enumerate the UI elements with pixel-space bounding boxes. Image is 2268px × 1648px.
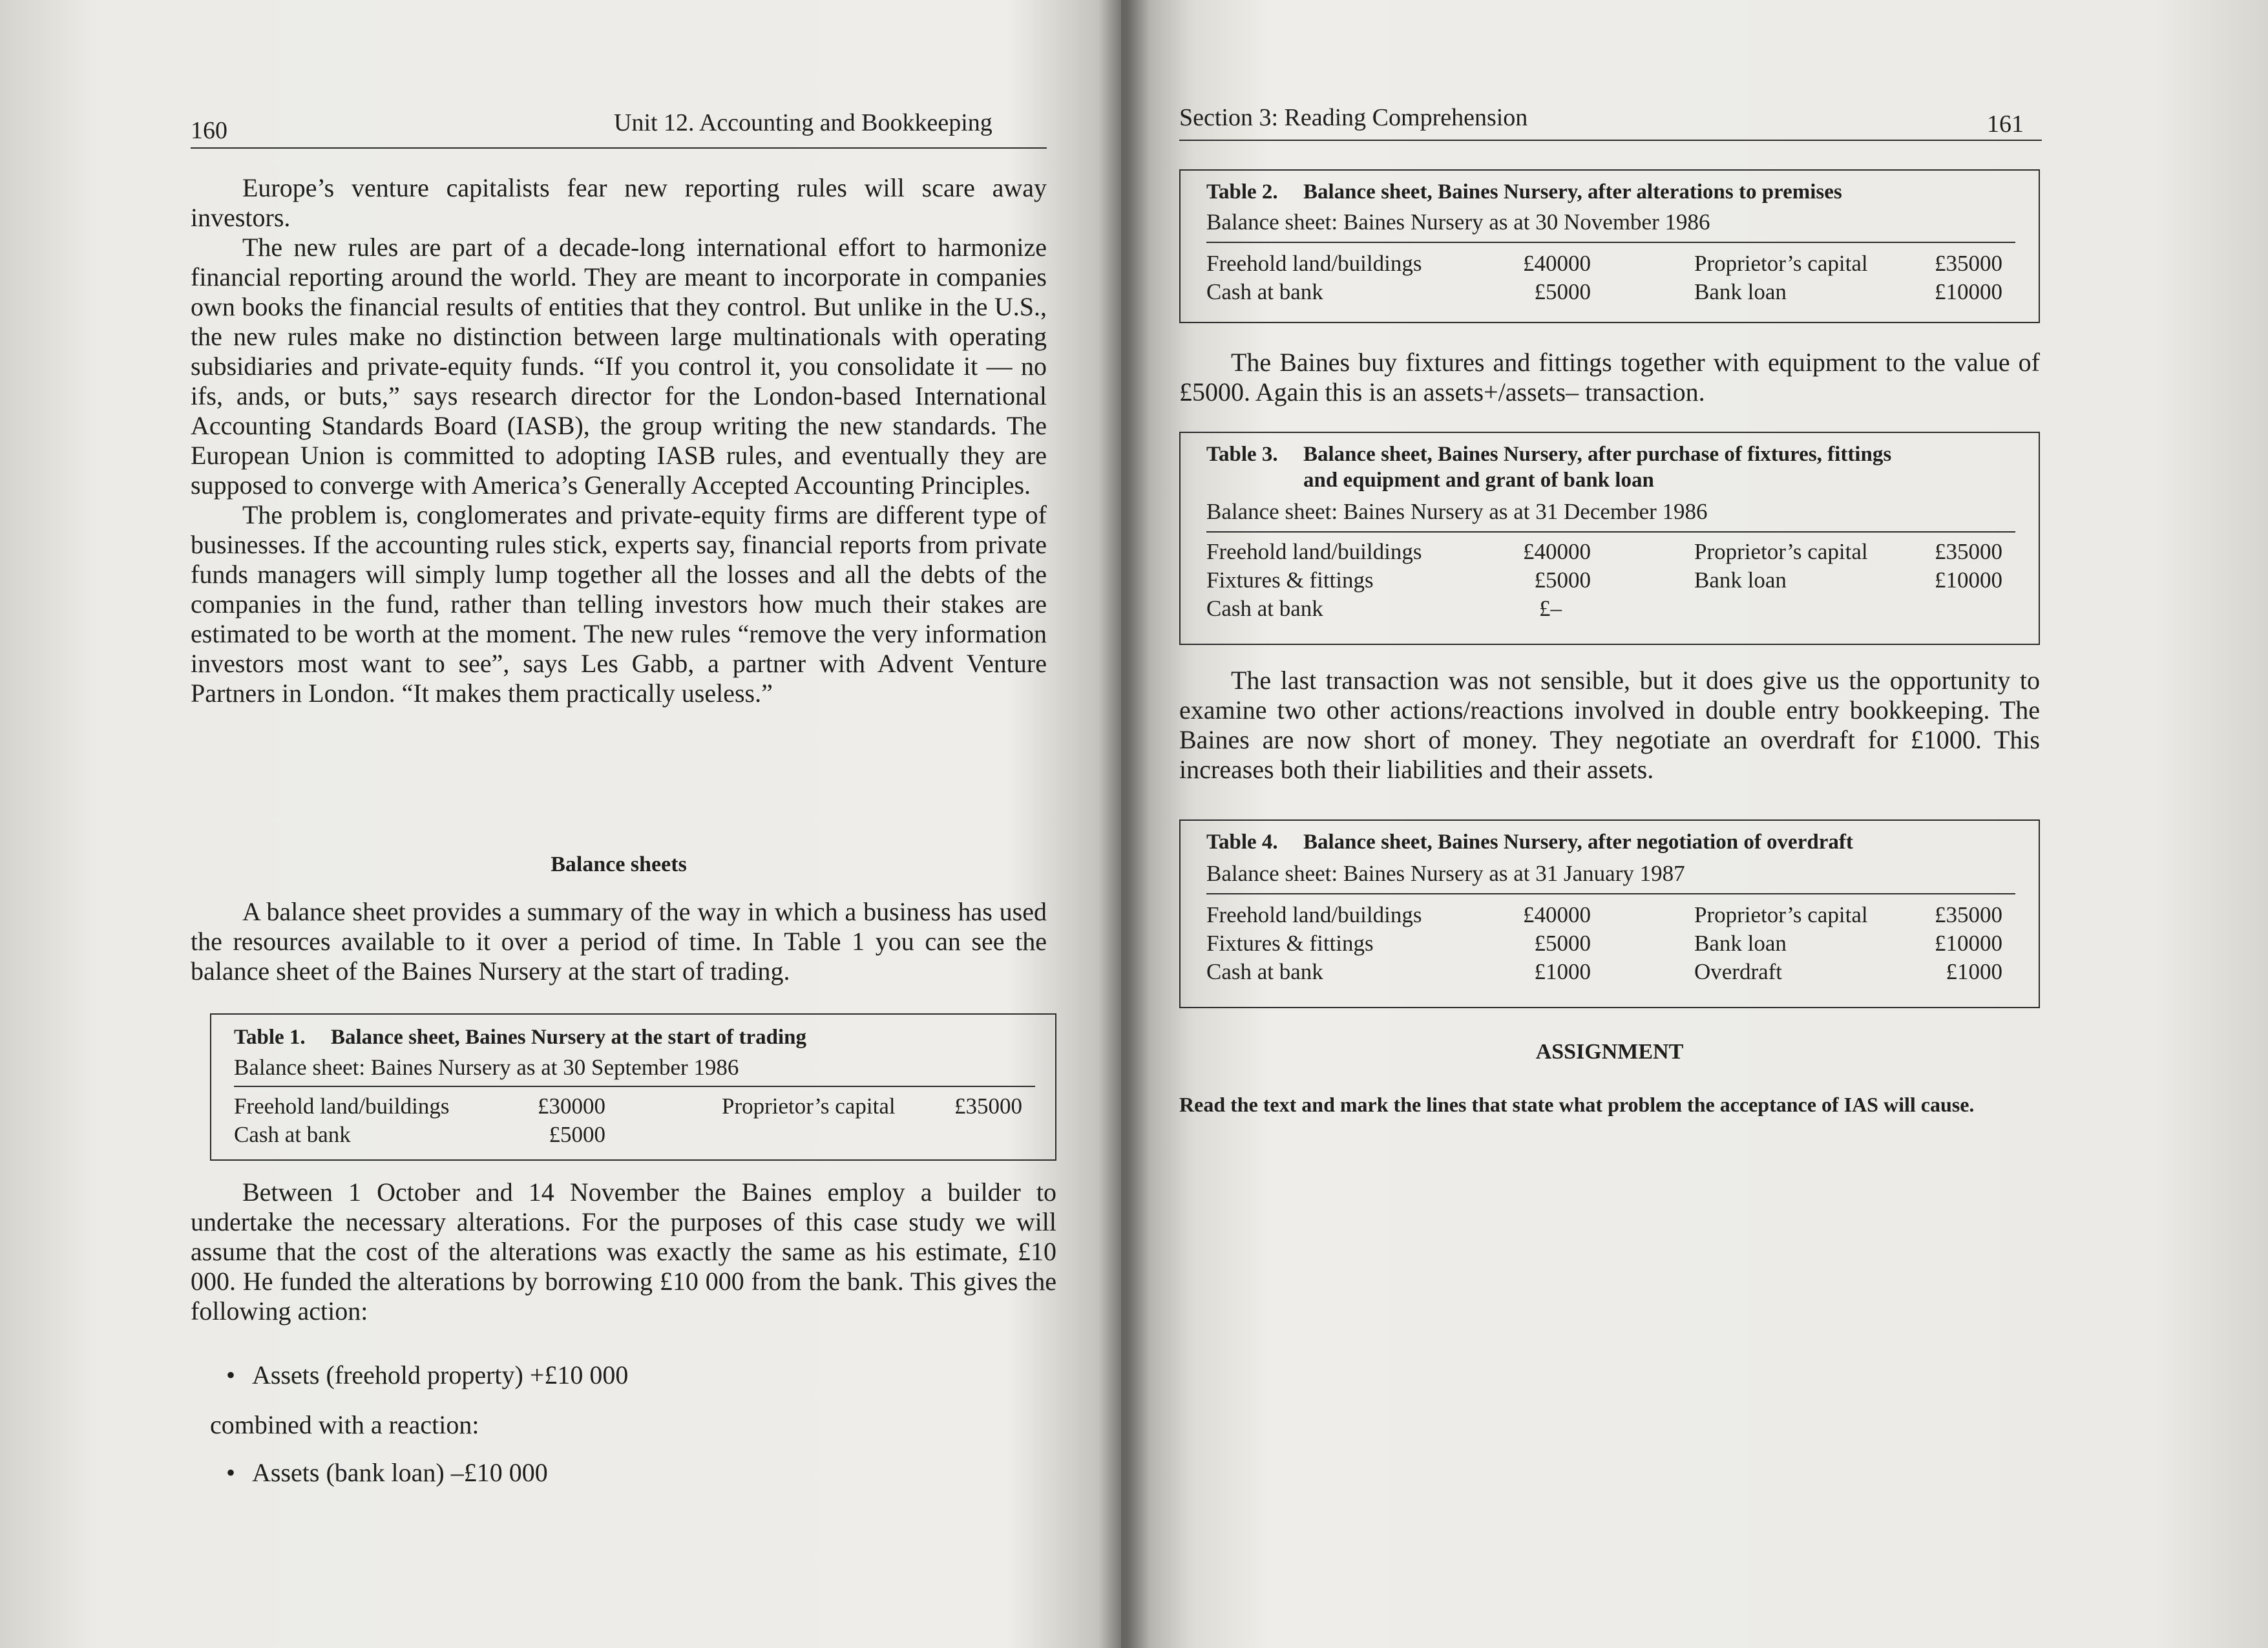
table-4 xyxy=(1179,819,2040,1008)
table-1-subtitle: Balance sheet: Baines Nursery as at 30 September 1986 xyxy=(234,1055,739,1080)
table-row-cell: £5000 xyxy=(1534,567,1591,593)
bullet-item-action xyxy=(226,1360,628,1390)
bullet-icon: • xyxy=(226,1458,236,1487)
table-row-cell: £1000 xyxy=(1534,959,1591,984)
paragraph-last: The last transaction was not sensible, but it does give us the opportunity to examine two other actions/reactions involved in double entry bookkeeping. The Baines are now short of money. They negotiate an overdraft for £1000. This increases both their liabilities and their assets. xyxy=(1179,666,2040,784)
table-2-subtitle: Balance sheet: Baines Nursery as at 30 November 1986 xyxy=(1206,209,1710,235)
intro-text xyxy=(191,173,1047,708)
page-number-right: 161 xyxy=(1987,111,2024,138)
right-page xyxy=(1121,0,2268,1648)
table-row-cell: Cash at bank xyxy=(234,1122,351,1147)
fixtures-text xyxy=(1179,348,2040,407)
page-number-left: 160 xyxy=(191,117,227,144)
table-3-number: Table 3. xyxy=(1206,443,1278,466)
bullet-text: Assets (bank loan) –£10 000 xyxy=(252,1458,548,1487)
table-2-rule xyxy=(1206,242,2015,243)
table-row-cell: Freehold land/buildings xyxy=(234,1093,450,1119)
table-2 xyxy=(1179,169,2040,323)
table-row-cell: Proprietor’s capital xyxy=(722,1093,896,1119)
table-row-cell: £5000 xyxy=(1534,931,1591,956)
table-4-rule xyxy=(1206,893,2015,894)
assignment-heading: ASSIGNMENT xyxy=(1535,1040,1684,1064)
paragraph-fixtures: The Baines buy fixtures and fittings together with equipment to the value of £5000. Again this is an assets+/assets– transaction. xyxy=(1179,348,2040,407)
paragraph-between: Between 1 October and 14 November the Baines employ a builder to undertake the necessary alterations. For the purposes of this case study we will assume that the cost of the alterations was exactly the same as his estimate, £10 000. He funded the alterations by borrowing £10 000 from the bank. This gives the following action: xyxy=(191,1178,1056,1326)
table-row-cell: Proprietor’s capital xyxy=(1694,539,1868,564)
book-gutter xyxy=(1098,0,1150,1648)
table-3-title-text: Balance sheet, Baines Nursery, after purchase of fixtures, fittings xyxy=(1303,443,1892,466)
table-row-cell: £– xyxy=(1539,596,1562,621)
table-row-cell: Cash at bank xyxy=(1206,596,1323,621)
table-row-cell: Overdraft xyxy=(1694,959,1783,984)
paragraph-3: The problem is, conglomerates and private-equity firms are different type of businesses. If the accounting rules stick, experts say, financial reports from private funds managers will simply lump together all the losses and all the debts of the companies in the fund, rather than telling investors how much their stakes are estimated to be worth at the moment. The new rules “remove the very information investors most want to see”, says Les Gabb, a partner with Advent Venture Partners in London. “It makes them practically useless.” xyxy=(191,500,1047,708)
table-row-cell: Fixtures & fittings xyxy=(1206,931,1374,956)
running-head-left: Unit 12. Accounting and Bookkeeping xyxy=(614,109,992,136)
table-2-title xyxy=(1206,180,1842,204)
table-1-title-text: Balance sheet, Baines Nursery at the start of trading xyxy=(331,1026,806,1049)
table-1-number: Table 1. xyxy=(234,1026,306,1049)
table-3-rule xyxy=(1206,531,2015,533)
paragraph-balance: A balance sheet provides a summary of the way in which a business has used the resources available to it over a period of time. In Table 1 you can see the balance sheet of the Baines Nursery at the start of trading. xyxy=(191,897,1047,986)
table-3-title-continued: and equipment and grant of bank loan xyxy=(1303,469,1654,492)
last-transaction-text xyxy=(1179,666,2040,785)
paragraph-2: The new rules are part of a decade-long international effort to harmonize financial reporting around the world. They are meant to incorporate in companies own books the financial results of entities that they control. But unlike in the U.S., the new rules make no distinction between large multinationals with operating subsidiaries and private-equity funds. “If you control it, you consolidate it — no ifs, ands, or buts,” says research director for the London-based International Accounting Standards Board (IASB), the group writing the new standards. The European Union is committed to adopting IASB rules, and eventually they are supposed to converge with America’s Generally Accepted Accounting Principles. xyxy=(191,233,1047,500)
table-row-cell: £40000 xyxy=(1523,902,1591,927)
table-1-title xyxy=(234,1025,806,1050)
table-4-title-text: Balance sheet, Baines Nursery, after negotiation of overdraft xyxy=(1303,830,1853,854)
table-4-title xyxy=(1206,830,1853,854)
table-row-cell: Freehold land/buildings xyxy=(1206,251,1422,276)
table-row-cell: £35000 xyxy=(1935,902,2002,927)
left-page xyxy=(0,0,1121,1648)
table-row-cell: Bank loan xyxy=(1694,931,1787,956)
table-row-cell: £35000 xyxy=(1935,539,2002,564)
table-row-cell: £1000 xyxy=(1946,959,2002,984)
table-row-cell: Bank loan xyxy=(1694,279,1787,304)
table-row-cell: £40000 xyxy=(1523,539,1591,564)
table-row-cell: £40000 xyxy=(1523,251,1591,276)
table-row-cell: £10000 xyxy=(1935,567,2002,593)
running-head-right: Section 3: Reading Comprehension xyxy=(1179,104,1528,131)
table-row-cell: £5000 xyxy=(549,1122,605,1147)
table-row-cell: Cash at bank xyxy=(1206,959,1323,984)
table-2-title-text: Balance sheet, Baines Nursery, after alterations to premises xyxy=(1303,180,1842,204)
table-3-title xyxy=(1206,442,1891,467)
bullet-item-reaction xyxy=(226,1458,548,1488)
table-row-cell: Fixtures & fittings xyxy=(1206,567,1374,593)
table-4-subtitle: Balance sheet: Baines Nursery as at 31 January 1987 xyxy=(1206,861,1685,886)
table-row-cell: £10000 xyxy=(1935,931,2002,956)
table-3-subtitle: Balance sheet: Baines Nursery as at 31 December 1986 xyxy=(1206,499,1708,524)
table-3 xyxy=(1179,432,2040,645)
header-rule-right xyxy=(1179,140,2042,141)
bullet-text: Assets (freehold property) +£10 000 xyxy=(252,1360,629,1389)
table-row-cell: £35000 xyxy=(1935,251,2002,276)
balance-intro-text xyxy=(191,897,1047,986)
table-row-cell: Freehold land/buildings xyxy=(1206,539,1422,564)
paragraph-1: Europe’s venture capitalists fear new reporting rules will scare away investors. xyxy=(191,173,1047,232)
table-row-cell: Cash at bank xyxy=(1206,279,1323,304)
table-row-cell: £30000 xyxy=(538,1093,605,1119)
table-row-cell: £5000 xyxy=(1534,279,1591,304)
table-row-cell: Freehold land/buildings xyxy=(1206,902,1422,927)
between-text xyxy=(191,1178,1056,1326)
table-2-number: Table 2. xyxy=(1206,180,1278,204)
table-row-cell: £10000 xyxy=(1935,279,2002,304)
table-row-cell: Proprietor’s capital xyxy=(1694,902,1868,927)
table-4-number: Table 4. xyxy=(1206,830,1278,854)
table-row-cell: Bank loan xyxy=(1694,567,1787,593)
section-heading-balance-sheets: Balance sheets xyxy=(551,852,687,876)
table-1 xyxy=(210,1013,1056,1161)
combined-text: combined with a reaction: xyxy=(210,1410,479,1439)
table-row-cell: Proprietor’s capital xyxy=(1694,251,1868,276)
header-rule-left xyxy=(191,147,1047,149)
table-row-cell: £35000 xyxy=(954,1093,1022,1119)
bullet-icon: • xyxy=(226,1360,236,1389)
table-1-rule xyxy=(234,1086,1035,1087)
assignment-instructions: Read the text and mark the lines that state what problem the acceptance of IAS will cause. xyxy=(1179,1093,1975,1116)
